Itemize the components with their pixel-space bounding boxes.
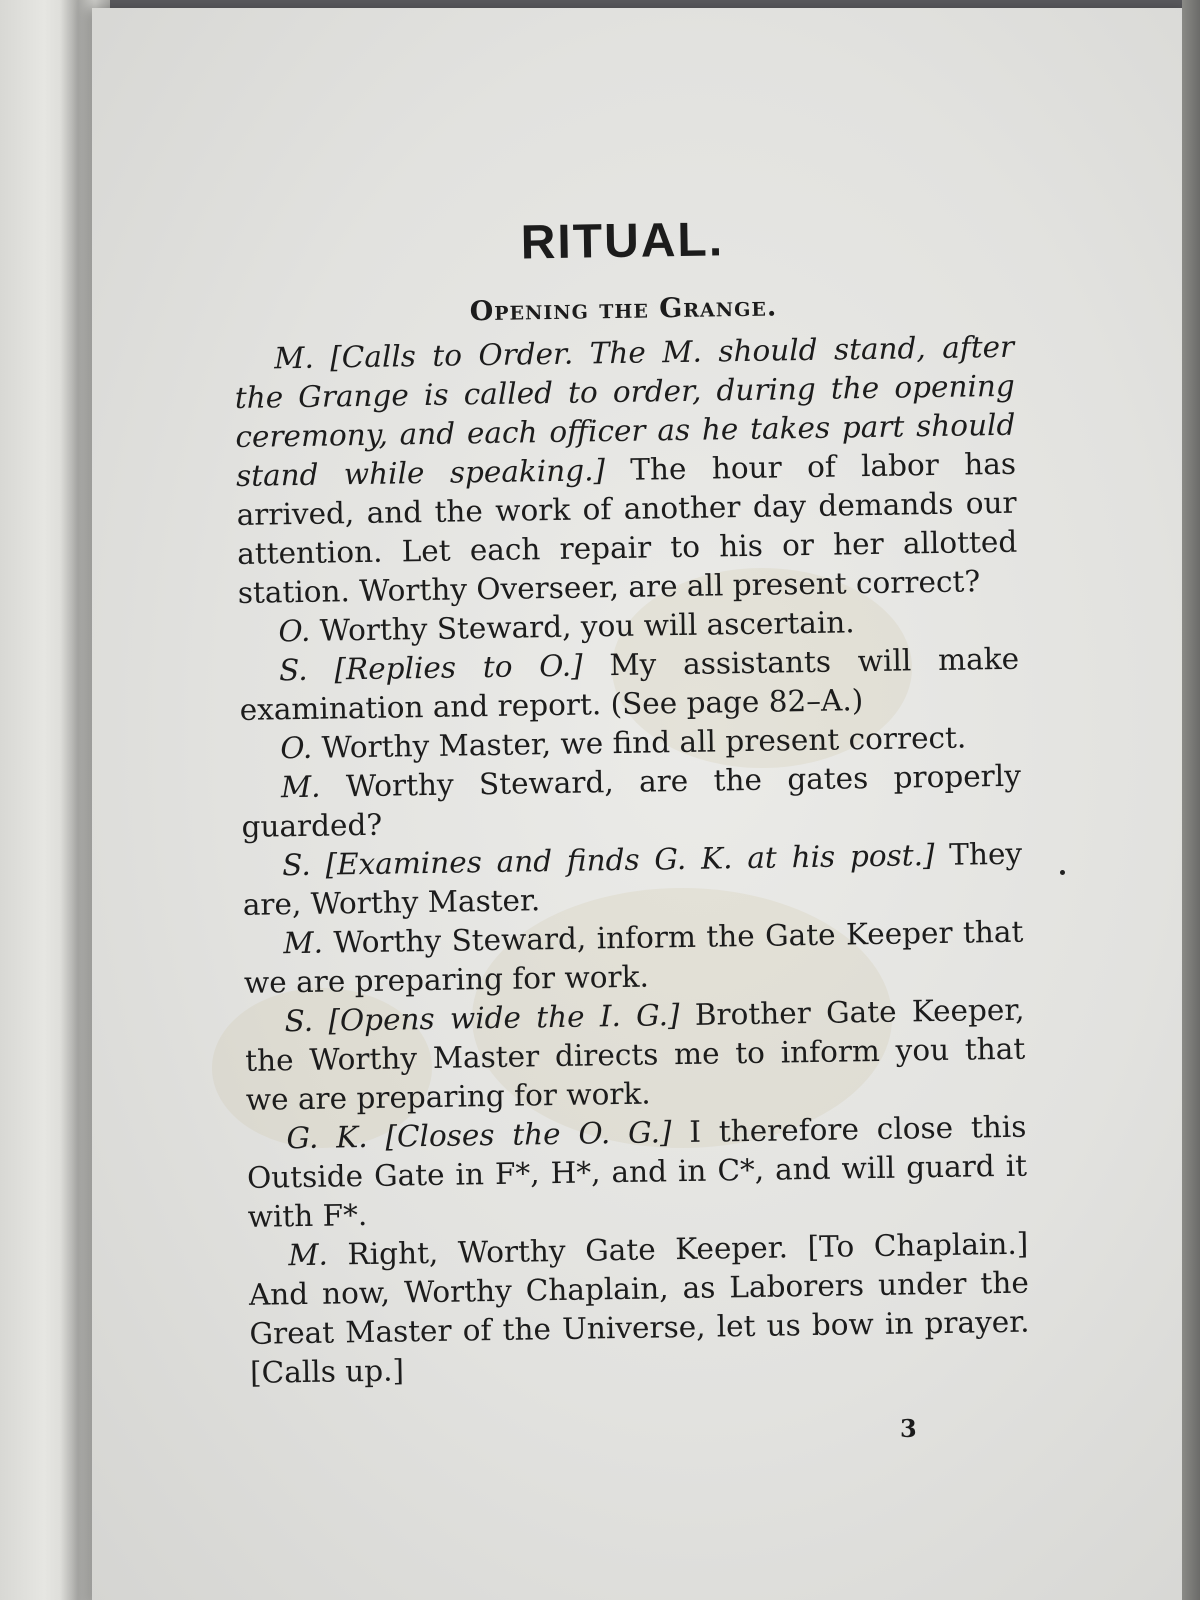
dialogue-paragraph [234,328,1018,613]
speaker-label: O. [278,613,311,649]
dialogue-paragraph [242,835,1023,925]
dialogue-paragraph [243,913,1024,1003]
dialogue-text: The hour of labor has arrived, and the work of another day demands our attention. Let each repair to his or her allotted station. Worthy Overseer, are all present correct? [236,446,1018,610]
stage-direction: [Replies to O.] [334,648,583,687]
stage-direction: [Calls to Order. The M. should stand, after the Grange is called to order, during the opening ceremony, and each officer as he takes part should stand while speaking.] [234,329,1016,493]
speaker-label: S. [281,847,311,883]
book-right-edge [1182,0,1200,1600]
page-number: 3 [900,1414,917,1443]
dialogue-text: I therefore close this Outside Gate in F*, H*, and in C*, and will guard it with F*. [246,1109,1028,1234]
dialogue-text: Right, Worthy Gate Keeper. [To Chaplain.] And now, Worthy Chaplain, as Laborers under the Great Master of the Universe, let us bow in prayer. [Calls up.] [248,1226,1030,1390]
speaker-label: S. [278,652,308,688]
page-speck [1060,870,1065,875]
dialogue-text: Worthy Master, we find all present correct. [321,720,967,765]
speaker-label: M. [283,925,324,961]
dialogue-text: Worthy Steward, are the gates properly guarded? [241,758,1022,844]
dialogue-text: Brother Gate Keeper, the Worthy Master directs me to inform you that we are preparing for work. [244,992,1026,1117]
dialogue-text: Worthy Steward, inform the Gate Keeper that we are preparing for work. [243,914,1024,1000]
dialogue-text: Worthy Steward, you will ascertain. [319,605,855,648]
dialogue-paragraph [246,1108,1028,1237]
speaker-label: M. [288,1237,329,1273]
speaker-label: M. [280,769,321,805]
section-heading: Opening the Grange. [469,291,778,328]
page-title: RITUAL. [520,213,725,270]
dialogue-text: They are, Worthy Master. [242,836,1023,922]
stage-direction: [Closes the O. G.] [385,1115,672,1154]
dialogue-paragraph [244,991,1026,1120]
dialogue-paragraph [239,640,1020,730]
stage-direction: [Examines and finds G. K. at his post.] [325,838,935,882]
speaker-label: S. [284,1003,314,1039]
speaker-label: O. [280,730,313,766]
dialogue-paragraph [248,1225,1030,1393]
book-gutter [60,0,96,1600]
dialogue-text: My assistants will make examination and report. (See page 82–A.) [239,641,1020,727]
speaker-label: G. K. [286,1119,368,1156]
stage-direction: [Opens wide the I. G.] [328,998,680,1038]
dialogue-paragraph [241,757,1022,847]
page-text [232,206,1030,1393]
speaker-label: M. [273,340,315,376]
